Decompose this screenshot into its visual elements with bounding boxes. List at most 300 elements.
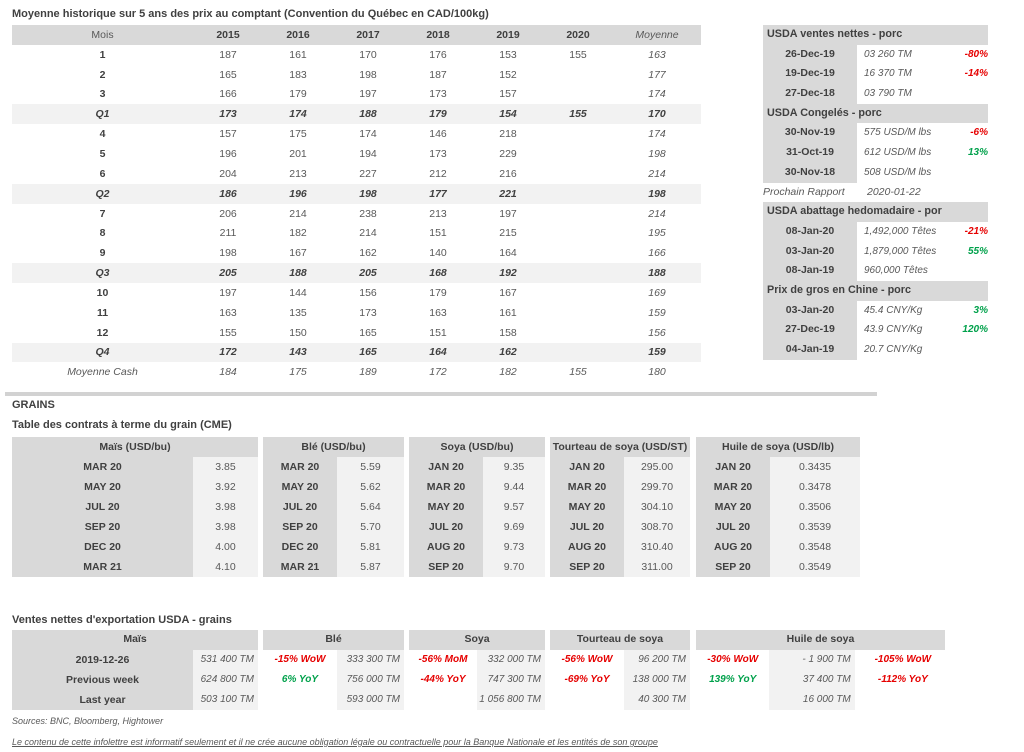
spot-row-label: 5 <box>99 147 106 160</box>
contract-price: 9.70 <box>483 557 545 577</box>
spot-cell: 173 <box>429 147 447 160</box>
spot-cell: 166 <box>648 247 666 260</box>
usda-value: 1,879,000 Têtes <box>864 245 937 257</box>
spot-row-label: Moyenne Cash <box>67 366 138 379</box>
cme-group <box>696 437 860 577</box>
export-change: -69% YoY <box>564 673 610 685</box>
spot-cell: 188 <box>648 267 666 280</box>
export-row <box>12 670 258 690</box>
usda-change: 13% <box>967 147 988 159</box>
spot-cell: 155 <box>219 326 237 339</box>
disclaimer-note: Le contenu de cette infolettre est informatif seulement et il ne crée aucune obligation légale ou contractuelle pour la Banque Nationale et les entités de son groupe <box>12 737 658 747</box>
usda-value: 43.9 CNY/Kg <box>864 324 923 336</box>
export-value: 624 800 TM <box>193 670 258 690</box>
contract-price: 5.87 <box>337 557 404 577</box>
spot-cell: 172 <box>219 346 237 359</box>
usda-value: 575 USD/M lbs <box>864 127 932 139</box>
spot-row-label: Q3 <box>95 267 110 280</box>
spot-cell: 159 <box>648 346 666 359</box>
usda-value: 508 USD/M lbs <box>864 166 932 178</box>
section-divider <box>5 392 877 396</box>
export-group-header: Soya <box>409 630 545 650</box>
spot-cell: 168 <box>429 267 447 280</box>
spot-row-label: 7 <box>99 207 106 220</box>
usda-date: 30-Nov-19 <box>763 123 857 143</box>
spot-cell: 173 <box>219 108 237 121</box>
spot-cell: 174 <box>648 88 666 101</box>
spot-cell: 205 <box>219 267 237 280</box>
cme-row <box>550 537 690 557</box>
spot-cell: 184 <box>219 366 237 379</box>
export-row <box>550 670 690 690</box>
contract-month: SEP 20 <box>696 557 770 577</box>
spot-row <box>12 184 701 204</box>
export-value: 333 300 TM <box>337 650 404 670</box>
spot-cell: 186 <box>219 187 237 200</box>
export-row <box>696 690 945 710</box>
export-extra-change <box>861 690 945 710</box>
contract-month: JUL 20 <box>263 497 337 517</box>
spot-cell: 197 <box>359 88 377 101</box>
spot-cell: 187 <box>429 68 447 81</box>
usda-row <box>763 340 988 360</box>
cme-row <box>12 457 258 477</box>
spot-cell: 172 <box>429 366 447 379</box>
contract-month: MAY 20 <box>12 477 193 497</box>
cme-group <box>263 437 404 577</box>
export-value: 37 400 TM <box>769 670 854 690</box>
contract-price: 9.57 <box>483 497 545 517</box>
contract-month: MAR 21 <box>263 557 337 577</box>
spot-cell <box>543 223 613 243</box>
export-value: 747 300 TM <box>477 670 545 690</box>
cme-row <box>696 457 860 477</box>
spot-cell: 188 <box>359 108 377 121</box>
spot-header-cell: 2015 <box>216 28 240 41</box>
export-row <box>550 650 690 670</box>
contract-month: MAR 20 <box>696 477 770 497</box>
spot-cell: 170 <box>648 108 666 121</box>
contract-month: MAR 20 <box>12 457 193 477</box>
spot-cell: 150 <box>289 326 307 339</box>
spot-cell: 196 <box>289 187 307 200</box>
usda-section-header: USDA abattage hedomadaire - por <box>763 202 988 222</box>
contract-month: JUL 20 <box>12 497 193 517</box>
usda-next-report-date: 2020-01-22 <box>867 185 921 198</box>
contract-price: 0.3435 <box>770 457 860 477</box>
spot-cell: 159 <box>648 306 666 319</box>
contract-price: 4.00 <box>193 537 258 557</box>
spot-header-cell: Moyenne <box>635 28 679 41</box>
cme-row <box>550 557 690 577</box>
spot-cell <box>543 243 613 263</box>
cme-row <box>696 557 860 577</box>
spot-cell: 214 <box>289 207 307 220</box>
spot-row <box>12 204 701 224</box>
spot-row-label: 1 <box>99 48 106 61</box>
contract-price: 0.3548 <box>770 537 860 557</box>
contract-price: 5.64 <box>337 497 404 517</box>
usda-value: 16 370 TM <box>864 68 912 80</box>
cme-group-header: Blé (USD/bu) <box>263 437 404 457</box>
usda-section-header: Prix de gros en Chine - porc <box>763 281 988 301</box>
contract-price: 4.10 <box>193 557 258 577</box>
spot-row-label: 10 <box>96 286 109 299</box>
export-group <box>263 630 404 710</box>
export-change: -56% WoW <box>561 653 613 665</box>
export-change: -30% WoW <box>707 653 759 665</box>
export-row <box>550 690 690 710</box>
spot-row <box>12 65 701 85</box>
export-extra-change: -112% YoY <box>877 673 928 685</box>
cme-row <box>263 517 404 537</box>
spot-cell: 175 <box>289 128 307 141</box>
spot-cell <box>543 124 613 144</box>
spot-cell: 218 <box>499 128 517 141</box>
cme-row <box>696 497 860 517</box>
usda-section-header: USDA ventes nettes - porc <box>763 25 988 45</box>
spot-cell <box>543 85 613 105</box>
contract-price: 0.3549 <box>770 557 860 577</box>
spot-cell: 213 <box>289 167 307 180</box>
cme-row <box>12 557 258 577</box>
spot-cell: 216 <box>499 167 517 180</box>
contract-month: DEC 20 <box>263 537 337 557</box>
spot-cell: 189 <box>359 366 377 379</box>
spot-row-label: 11 <box>96 306 109 319</box>
spot-row <box>12 343 701 363</box>
usda-date: 03-Jan-20 <box>763 301 857 321</box>
export-change: 139% YoY <box>709 673 757 685</box>
spot-row-label: 6 <box>99 167 106 180</box>
spot-cell: 151 <box>429 326 447 339</box>
usda-value: 1,492,000 Têtes <box>864 225 937 237</box>
spot-cell: 192 <box>499 267 517 280</box>
spot-cell: 164 <box>499 247 517 260</box>
contract-month: JUL 20 <box>696 517 770 537</box>
usda-value: 960,000 Têtes <box>864 265 928 277</box>
spot-row <box>12 303 701 323</box>
spot-cell: 227 <box>359 167 377 180</box>
export-row <box>263 690 404 710</box>
spot-price-table <box>12 25 701 382</box>
spot-cell: 198 <box>359 68 377 81</box>
cme-row <box>550 457 690 477</box>
export-change: -56% MoM <box>418 653 468 665</box>
contract-month: MAR 20 <box>550 477 624 497</box>
cme-group-header: Huile de soya (USD/lb) <box>696 437 860 457</box>
spot-cell: 165 <box>219 68 237 81</box>
usda-date: 27-Dec-19 <box>763 320 857 340</box>
export-row <box>263 650 404 670</box>
spot-cell: 157 <box>499 88 517 101</box>
contract-month: MAY 20 <box>550 497 624 517</box>
spot-cell: 212 <box>429 167 447 180</box>
spot-row <box>12 45 701 65</box>
spot-cell: 204 <box>219 167 237 180</box>
contract-price: 295.00 <box>624 457 690 477</box>
spot-row-label: Q4 <box>95 346 110 359</box>
usda-row <box>763 163 988 183</box>
spot-cell: 166 <box>219 88 237 101</box>
contract-price: 9.44 <box>483 477 545 497</box>
spot-cell: 197 <box>219 286 237 299</box>
usda-row <box>763 123 988 143</box>
spot-cell: 169 <box>648 286 666 299</box>
export-row <box>12 690 258 710</box>
contract-month: MAY 20 <box>409 497 483 517</box>
usda-value: 03 790 TM <box>864 88 912 100</box>
export-change: -15% WoW <box>274 653 326 665</box>
export-value: 96 200 TM <box>624 650 690 670</box>
contract-price: 9.35 <box>483 457 545 477</box>
spot-row-label: 4 <box>99 128 106 141</box>
cme-group-header: Tourteau de soya (USD/ST) <box>550 437 690 457</box>
usda-change <box>947 261 988 281</box>
spot-cell: 144 <box>289 286 307 299</box>
contract-price: 5.59 <box>337 457 404 477</box>
export-change: -44% YoY <box>420 673 466 685</box>
spot-table-head <box>12 25 701 45</box>
spot-cell: 180 <box>648 366 666 379</box>
spot-cell: 143 <box>289 346 307 359</box>
contract-month: MAR 21 <box>12 557 193 577</box>
usda-change: 120% <box>962 324 988 336</box>
spot-cell: 163 <box>429 306 447 319</box>
spot-cell: 213 <box>429 207 447 220</box>
spot-row <box>12 164 701 184</box>
usda-change: -6% <box>970 127 988 139</box>
export-row <box>409 690 545 710</box>
spot-cell: 238 <box>359 207 377 220</box>
export-value: 332 000 TM <box>477 650 545 670</box>
spot-cell: 162 <box>359 247 377 260</box>
spot-cell <box>543 144 613 164</box>
export-group-header: Huile de soya <box>696 630 945 650</box>
contract-price: 9.73 <box>483 537 545 557</box>
spot-cell: 163 <box>219 306 237 319</box>
export-value: 593 000 TM <box>337 690 404 710</box>
spot-cell: 155 <box>569 48 587 61</box>
export-group <box>696 630 945 710</box>
usda-date: 30-Nov-18 <box>763 163 857 183</box>
spot-cell: 196 <box>219 147 237 160</box>
export-row <box>409 670 545 690</box>
spot-header-row <box>12 25 701 45</box>
cme-group <box>12 437 258 577</box>
export-row-label: 2019-12-26 <box>12 650 193 670</box>
cme-row <box>263 477 404 497</box>
usda-change <box>947 163 988 183</box>
cme-row <box>12 517 258 537</box>
contract-month: DEC 20 <box>12 537 193 557</box>
usda-change: 55% <box>967 245 988 257</box>
contract-month: MAR 20 <box>263 457 337 477</box>
spot-row <box>12 223 701 243</box>
cme-group <box>409 437 545 577</box>
contract-price: 304.10 <box>624 497 690 517</box>
spot-cell <box>543 65 613 85</box>
contract-price: 310.40 <box>624 537 690 557</box>
spot-cell: 161 <box>499 306 517 319</box>
export-value: 531 400 TM <box>193 650 258 670</box>
spot-cell: 205 <box>359 267 377 280</box>
usda-row <box>763 320 988 340</box>
spot-row-label: 8 <box>99 227 106 240</box>
contract-month: MAR 20 <box>409 477 483 497</box>
spot-row <box>12 323 701 343</box>
spot-cell: 177 <box>429 187 447 200</box>
spot-cell: 188 <box>289 267 307 280</box>
spot-cell: 177 <box>648 68 666 81</box>
usda-change: 3% <box>973 304 988 316</box>
export-group <box>550 630 690 710</box>
export-group-header: Tourteau de soya <box>550 630 690 650</box>
cme-row <box>12 497 258 517</box>
spot-cell: 206 <box>219 207 237 220</box>
spot-cell: 215 <box>499 227 517 240</box>
cme-row <box>409 557 545 577</box>
spot-cell: 211 <box>219 227 237 240</box>
spot-cell: 152 <box>499 68 517 81</box>
spot-row <box>12 124 701 144</box>
spot-cell: 164 <box>429 346 447 359</box>
export-group <box>409 630 545 710</box>
usda-row <box>763 143 988 163</box>
contract-price: 3.98 <box>193 517 258 537</box>
contract-month: AUG 20 <box>409 537 483 557</box>
spot-header-cell: 2018 <box>426 28 450 41</box>
export-value: 16 000 TM <box>769 690 854 710</box>
spot-cell: 187 <box>219 48 237 61</box>
usda-change: -80% <box>964 48 988 60</box>
contract-price: 3.98 <box>193 497 258 517</box>
spot-cell: 146 <box>429 128 447 141</box>
usda-row <box>763 301 988 321</box>
cme-row <box>409 457 545 477</box>
exports-title: Ventes nettes d'exportation USDA - grains <box>12 614 232 626</box>
export-value: 40 300 TM <box>624 690 690 710</box>
cme-row <box>550 497 690 517</box>
spot-row <box>12 243 701 263</box>
usda-change: -14% <box>964 68 988 80</box>
spot-cell: 182 <box>289 227 307 240</box>
spot-row-label: 2 <box>99 68 106 81</box>
spot-cell: 161 <box>289 48 307 61</box>
spot-row <box>12 362 701 382</box>
export-change <box>696 690 769 710</box>
contract-price: 0.3539 <box>770 517 860 537</box>
contract-month: AUG 20 <box>696 537 770 557</box>
cme-table-title: Table des contrats à terme du grain (CME) <box>12 419 232 431</box>
usda-next-report <box>763 183 988 203</box>
spot-cell: 174 <box>648 128 666 141</box>
usda-date: 04-Jan-19 <box>763 340 857 360</box>
export-change: 6% YoY <box>281 673 319 685</box>
usda-row <box>763 242 988 262</box>
usda-row <box>763 84 988 104</box>
contract-price: 5.62 <box>337 477 404 497</box>
spot-cell: 229 <box>499 147 517 160</box>
export-change <box>263 690 337 710</box>
contract-price: 308.70 <box>624 517 690 537</box>
spot-cell <box>543 263 613 283</box>
spot-cell: 198 <box>648 147 666 160</box>
spot-row <box>12 85 701 105</box>
usda-row <box>763 261 988 281</box>
export-extra-change: -105% WoW <box>874 653 932 665</box>
export-value: - 1 900 TM <box>769 650 854 670</box>
contract-price: 299.70 <box>624 477 690 497</box>
export-group-header: Maïs <box>12 630 258 650</box>
spot-cell <box>543 184 613 204</box>
spot-header-cell: 2017 <box>356 28 380 41</box>
spot-table-body <box>12 45 701 382</box>
spot-cell: 174 <box>359 128 377 141</box>
cme-row <box>409 537 545 557</box>
export-value: 1 056 800 TM <box>477 690 545 710</box>
usda-value: 45.4 CNY/Kg <box>864 304 923 316</box>
sources-note: Sources: BNC, Bloomberg, Hightower <box>12 716 164 726</box>
spot-cell: 179 <box>429 108 447 121</box>
spot-cell: 214 <box>359 227 377 240</box>
spot-row-label: 9 <box>99 247 106 260</box>
spot-cell: 156 <box>359 286 377 299</box>
export-row-label: Previous week <box>12 670 193 690</box>
spot-row <box>12 104 701 124</box>
usda-change <box>947 340 988 360</box>
cme-row <box>263 537 404 557</box>
spot-table-title: Moyenne historique sur 5 ans des prix au comptant (Convention du Québec en CAD/100kg) <box>12 8 489 20</box>
spot-cell: 198 <box>219 247 237 260</box>
spot-cell: 165 <box>359 346 377 359</box>
usda-next-report-label: Prochain Rapport <box>763 185 845 198</box>
contract-price: 311.00 <box>624 557 690 577</box>
cme-row <box>409 517 545 537</box>
cme-group-header: Maïs (USD/bu) <box>12 437 258 457</box>
spot-row <box>12 283 701 303</box>
contract-month: JAN 20 <box>696 457 770 477</box>
export-change <box>550 690 624 710</box>
export-row <box>12 650 258 670</box>
spot-cell: 214 <box>648 167 666 180</box>
cme-group <box>550 437 690 577</box>
spot-row-label: 3 <box>99 88 106 101</box>
spot-cell: 198 <box>359 187 377 200</box>
usda-value: 20.7 CNY/Kg <box>864 344 923 355</box>
spot-cell <box>543 204 613 224</box>
spot-cell: 135 <box>289 306 307 319</box>
contract-month: JAN 20 <box>550 457 624 477</box>
spot-cell: 175 <box>289 366 307 379</box>
contract-price: 3.92 <box>193 477 258 497</box>
spot-cell: 163 <box>648 48 666 61</box>
spot-cell: 157 <box>219 128 237 141</box>
spot-cell: 201 <box>289 147 307 160</box>
cme-group-header: Soya (USD/bu) <box>409 437 545 457</box>
spot-cell: 151 <box>429 227 447 240</box>
spot-header-cell: 2020 <box>566 28 590 41</box>
usda-row <box>763 64 988 84</box>
usda-date: 27-Dec-18 <box>763 84 857 104</box>
export-row-label: Last year <box>12 690 193 710</box>
usda-row <box>763 45 988 65</box>
usda-value: 612 USD/M lbs <box>864 147 932 159</box>
spot-cell <box>543 303 613 323</box>
spot-cell: 179 <box>289 88 307 101</box>
spot-cell: 156 <box>648 326 666 339</box>
cme-row <box>550 477 690 497</box>
